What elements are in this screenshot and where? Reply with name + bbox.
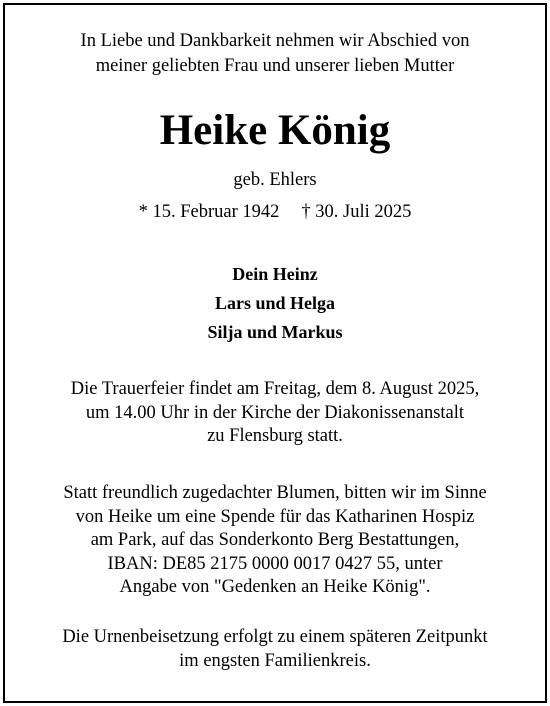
funeral-line: Die Trauerfeier findet am Freitag, dem 8. August 2025, <box>70 379 480 399</box>
burial-line: Die Urnenbeisetzung erfolgt zu einem späteren Zeitpunkt <box>62 627 488 647</box>
donation-line: Angabe von "Gedenken an Heike König". <box>119 577 431 597</box>
donation-line: Statt freundlich zugedachter Blumen, bitten wir im Sinne <box>63 483 487 503</box>
burial-line: im engsten Familienkreis. <box>179 650 371 671</box>
life-dates <box>0 200 550 224</box>
maiden-name: geb. Ehlers <box>233 170 317 190</box>
mourner-entry: Silja und Markus <box>207 322 343 342</box>
intro-line: In Liebe und Dankbarkeit nehmen wir Abschied von <box>80 31 470 51</box>
funeral-info <box>0 378 550 449</box>
intro-line: meiner geliebten Frau und unserer lieben Mutter <box>95 56 455 76</box>
death-date: † 30. Juli 2025 <box>301 202 412 222</box>
mourners-list <box>0 260 550 347</box>
donation-info <box>0 482 550 600</box>
funeral-line: um 14.00 Uhr in der Kirche der Diakonissenanstalt <box>85 402 465 423</box>
donation-line: von Heike um eine Spende für das Katharinen Hospiz <box>75 506 475 527</box>
intro-text <box>0 29 550 79</box>
birth-date: * 15. Februar 1942 <box>138 202 280 222</box>
mourner-entry: Dein Heinz <box>232 264 318 284</box>
deceased-name: Heike König <box>159 107 391 154</box>
donation-line: am Park, auf das Sonderkonto Berg Bestattungen, <box>90 530 460 550</box>
funeral-line: zu Flensburg statt. <box>207 426 343 446</box>
mourner-entry: Lars und Helga <box>214 293 336 313</box>
burial-info <box>0 626 550 673</box>
donation-line: IBAN: DE85 2175 0000 0017 0427 55, unter <box>107 553 443 574</box>
